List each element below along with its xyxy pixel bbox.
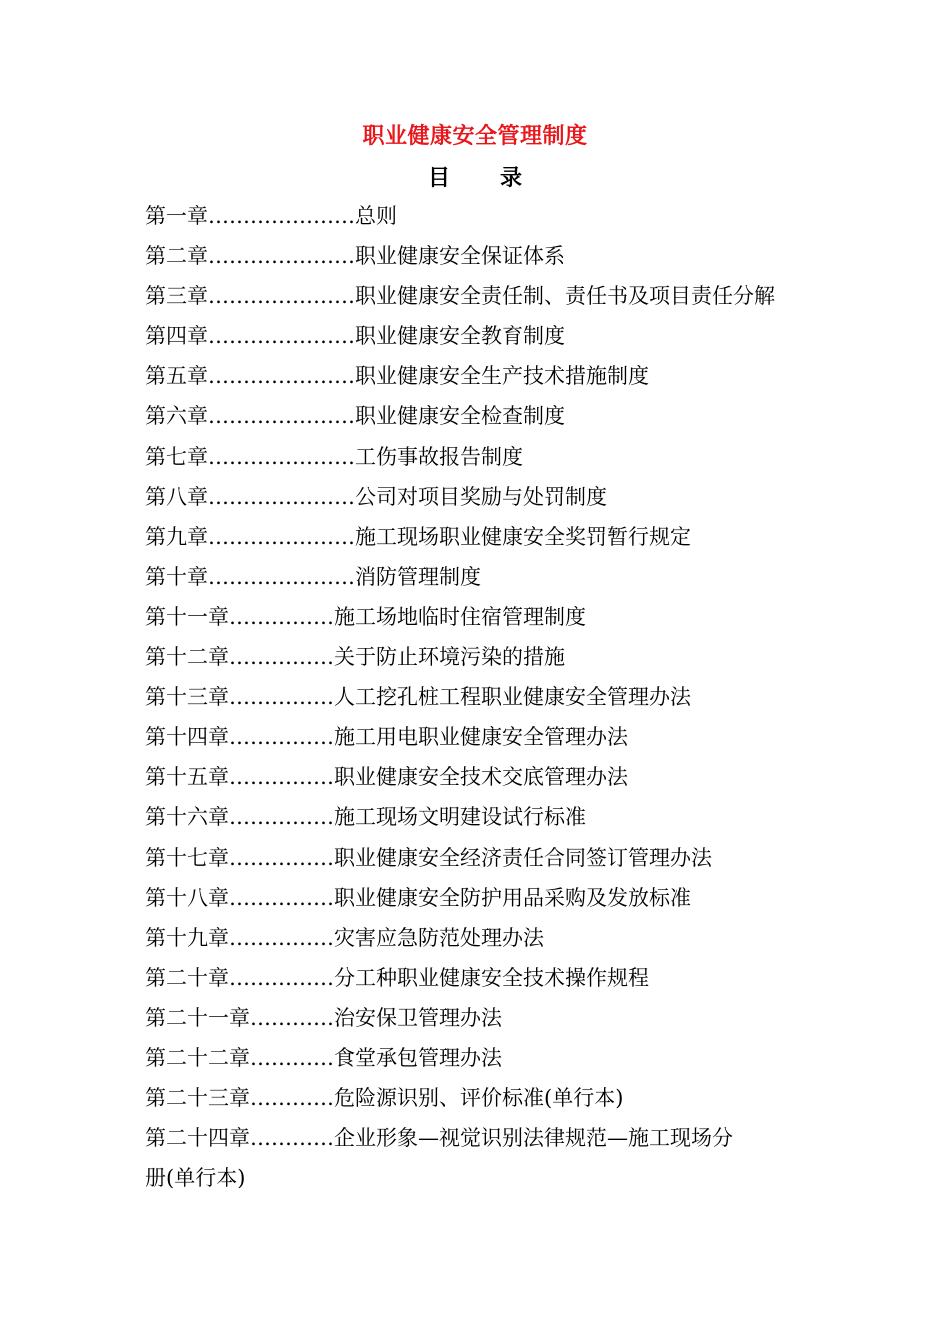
- toc-heading-right: 录: [500, 165, 523, 191]
- toc-leader-dots: …………………: [208, 364, 355, 389]
- toc-leader-dots: …………………: [208, 284, 355, 309]
- toc-entry: [145, 878, 815, 918]
- toc-leader-dots: ……………: [229, 765, 334, 790]
- toc-chapter-title: 职业健康安全责任制、责任书及项目责任分解: [355, 284, 775, 309]
- toc-entry: [145, 557, 815, 597]
- toc-leader-dots: ……………: [229, 965, 334, 990]
- toc-chapter-title: 企业形象—视觉识别法律规范—施工现场分: [334, 1126, 733, 1151]
- toc-chapter-title: 分工种职业健康安全技术操作规程: [334, 965, 649, 990]
- toc-chapter-number: 第十三章: [145, 685, 229, 710]
- toc-leader-dots: ……………: [229, 645, 334, 670]
- toc-chapter-title: 危险源识别、评价标准(单行本): [334, 1086, 624, 1111]
- toc-leader-dots: …………: [250, 1045, 334, 1070]
- toc-chapter-title: 职业健康安全防护用品采购及发放标准: [334, 885, 691, 910]
- toc-leader-dots: ……………: [229, 925, 334, 950]
- toc-entry: [145, 757, 815, 797]
- toc-entry: [145, 396, 815, 436]
- toc-chapter-title: 施工现场职业健康安全奖罚暂行规定: [355, 524, 691, 549]
- toc-entry: [145, 838, 815, 878]
- table-of-contents: [145, 196, 815, 1198]
- toc-chapter-title: 工伤事故报告制度: [355, 444, 523, 469]
- toc-leader-dots: ……………: [229, 845, 334, 870]
- toc-chapter-number: 第二章: [145, 244, 208, 269]
- toc-chapter-title: 职业健康安全检查制度: [355, 404, 565, 429]
- toc-entry: [145, 517, 815, 557]
- toc-chapter-title: 施工场地临时住宿管理制度: [334, 604, 586, 629]
- toc-chapter-number: 第六章: [145, 404, 208, 429]
- toc-entry: [145, 998, 815, 1038]
- toc-leader-dots: ……………: [229, 685, 334, 710]
- toc-chapter-title: 总则: [355, 204, 397, 228]
- toc-chapter-number: 第十章: [145, 564, 208, 589]
- toc-chapter-number: 第二十章: [145, 965, 229, 990]
- toc-leader-dots: ……………: [229, 604, 334, 629]
- toc-leader-dots: …………………: [208, 564, 355, 589]
- toc-chapter-title-continuation: 册(单行本): [145, 1166, 246, 1191]
- toc-leader-dots: …………: [250, 1126, 334, 1151]
- toc-entry: [145, 1078, 815, 1118]
- toc-entry: [145, 958, 815, 998]
- toc-chapter-title: 公司对项目奖励与处罚制度: [355, 484, 607, 509]
- toc-chapter-number: 第九章: [145, 524, 208, 549]
- toc-chapter-number: 第一章: [145, 204, 208, 228]
- toc-chapter-number: 第七章: [145, 444, 208, 469]
- toc-entry: [145, 437, 815, 477]
- toc-chapter-number: 第五章: [145, 364, 208, 389]
- toc-chapter-title: 消防管理制度: [355, 564, 481, 589]
- toc-chapter-title: 治安保卫管理办法: [334, 1005, 502, 1030]
- toc-chapter-title: 职业健康安全经济责任合同签订管理办法: [334, 845, 712, 870]
- toc-leader-dots: …………………: [208, 524, 355, 549]
- toc-entry: [145, 316, 815, 356]
- toc-chapter-number: 第十二章: [145, 645, 229, 670]
- toc-entry: [145, 196, 815, 236]
- toc-leader-dots: …………………: [208, 324, 355, 349]
- toc-chapter-number: 第八章: [145, 484, 208, 509]
- toc-chapter-number: 第十九章: [145, 925, 229, 950]
- toc-entry: [145, 637, 815, 677]
- toc-leader-dots: …………………: [208, 404, 355, 429]
- toc-chapter-title: 食堂承包管理办法: [334, 1045, 502, 1070]
- toc-leader-dots: ……………: [229, 885, 334, 910]
- toc-chapter-title: 施工用电职业健康安全管理办法: [334, 725, 628, 750]
- toc-chapter-number: 第十八章: [145, 885, 229, 910]
- toc-chapter-title: 职业健康安全生产技术措施制度: [355, 364, 649, 389]
- toc-entry: [145, 1118, 815, 1198]
- toc-chapter-number: 第二十二章: [145, 1045, 250, 1070]
- toc-chapter-number: 第十七章: [145, 845, 229, 870]
- toc-chapter-number: 第三章: [145, 284, 208, 309]
- toc-entry: [145, 1038, 815, 1078]
- toc-chapter-number: 第十五章: [145, 765, 229, 790]
- toc-entry: [145, 797, 815, 837]
- toc-chapter-title: 关于防止环境污染的措施: [334, 645, 565, 670]
- toc-chapter-number: 第十四章: [145, 725, 229, 750]
- toc-chapter-title: 灾害应急防范处理办法: [334, 925, 544, 950]
- toc-chapter-number: 第二十三章: [145, 1086, 250, 1111]
- toc-leader-dots: …………………: [208, 204, 355, 228]
- toc-chapter-number: 第十六章: [145, 805, 229, 830]
- toc-leader-dots: …………: [250, 1086, 334, 1111]
- toc-entry: [145, 597, 815, 637]
- toc-entry: [145, 356, 815, 396]
- toc-chapter-number: 第二十四章: [145, 1126, 250, 1151]
- toc-leader-dots: …………: [250, 1005, 334, 1030]
- toc-leader-dots: ……………: [229, 725, 334, 750]
- toc-chapter-title: 职业健康安全教育制度: [355, 324, 565, 349]
- toc-entry: [145, 276, 815, 316]
- toc-chapter-title: 职业健康安全保证体系: [355, 244, 565, 269]
- toc-entry: [145, 477, 815, 517]
- document-title: 职业健康安全管理制度: [362, 123, 588, 149]
- toc-entry: [145, 717, 815, 757]
- toc-entry: [145, 677, 815, 717]
- toc-leader-dots: …………………: [208, 444, 355, 469]
- toc-chapter-title: 职业健康安全技术交底管理办法: [334, 765, 628, 790]
- toc-entry: [145, 236, 815, 276]
- toc-chapter-number: 第二十一章: [145, 1005, 250, 1030]
- toc-entry: [145, 918, 815, 958]
- toc-heading: [0, 160, 950, 196]
- toc-chapter-number: 第四章: [145, 324, 208, 349]
- toc-leader-dots: ……………: [229, 805, 334, 830]
- toc-leader-dots: …………………: [208, 484, 355, 509]
- toc-chapter-number: 第十一章: [145, 604, 229, 629]
- toc-chapter-title: 人工挖孔桩工程职业健康安全管理办法: [334, 685, 691, 710]
- toc-leader-dots: …………………: [208, 244, 355, 269]
- toc-heading-left: 目: [427, 165, 450, 191]
- toc-chapter-title: 施工现场文明建设试行标准: [334, 805, 586, 830]
